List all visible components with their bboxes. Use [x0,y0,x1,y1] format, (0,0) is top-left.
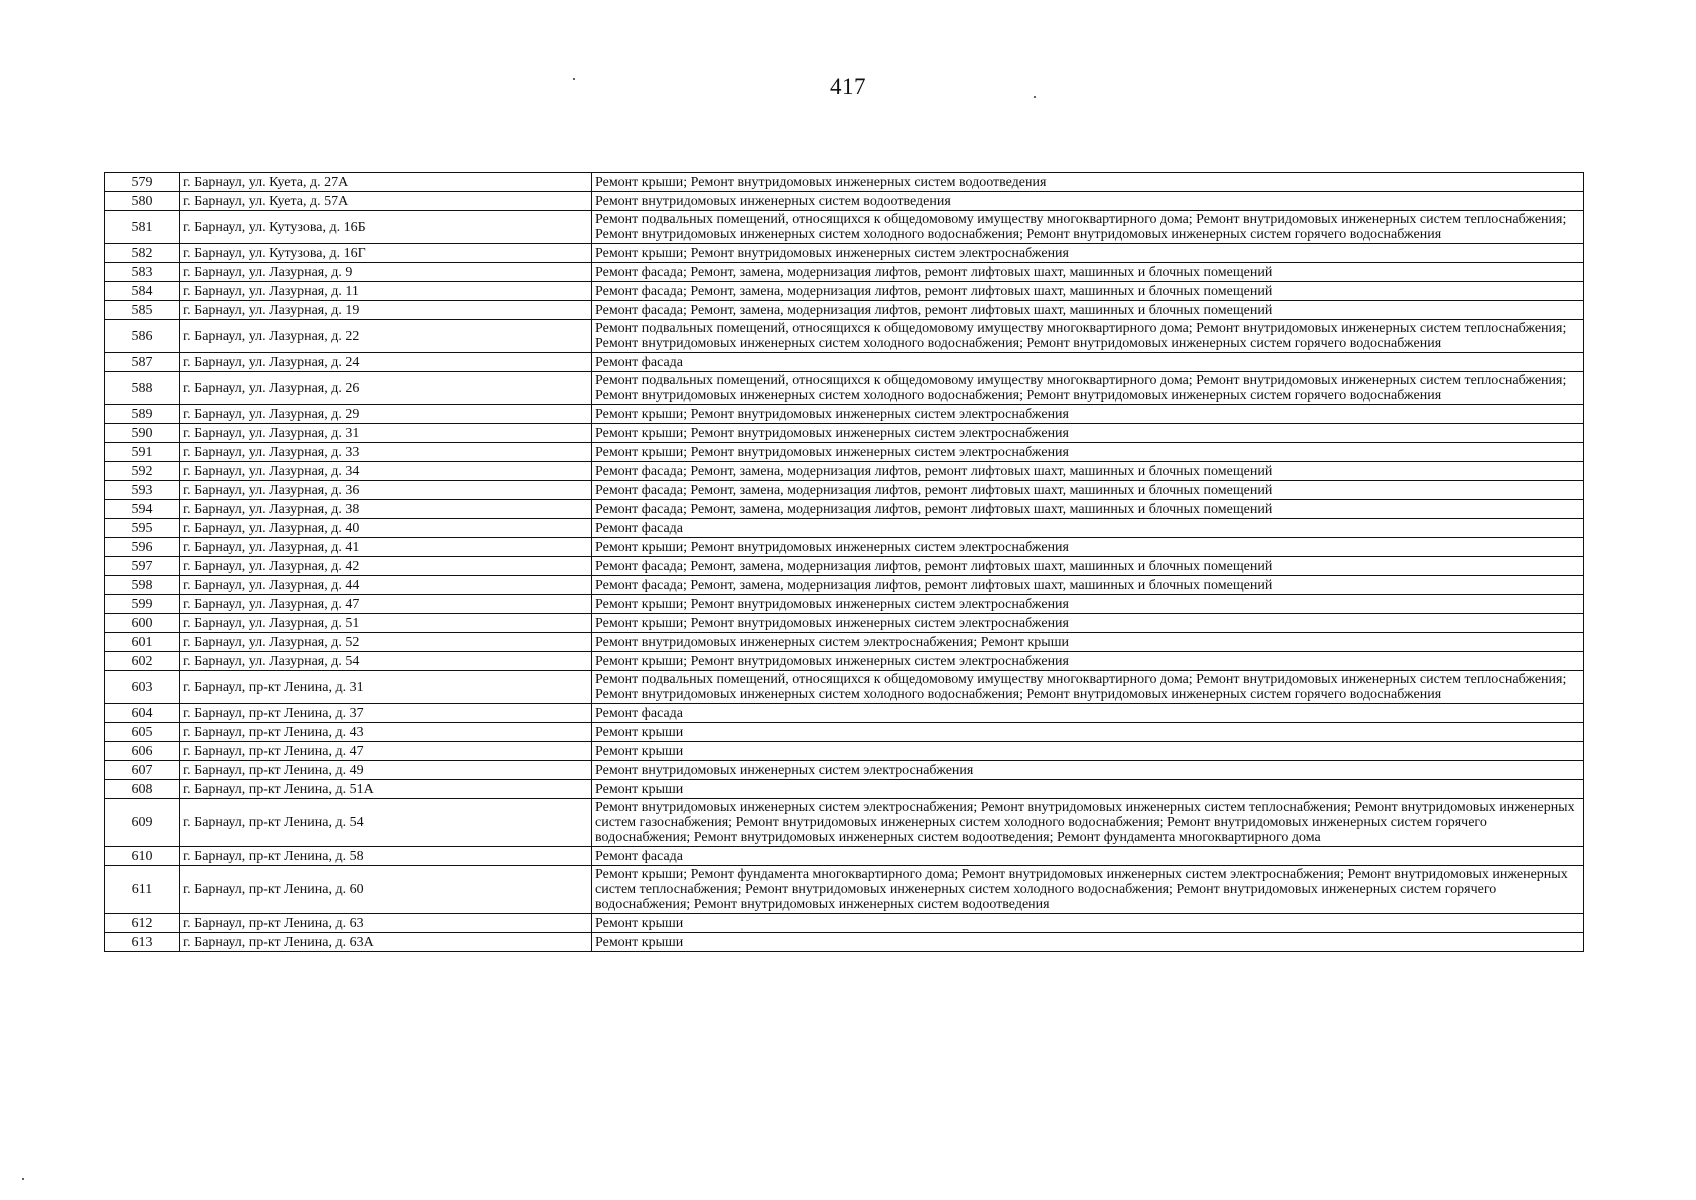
row-number-cell: 590 [105,424,180,443]
row-number-cell: 597 [105,557,180,576]
table-row [105,595,1584,614]
table-row [105,847,1584,866]
address-cell: г. Барнаул, пр-кт Ленина, д. 37 [180,704,592,723]
table-row [105,723,1584,742]
row-number-cell: 588 [105,372,180,405]
address-cell: г. Барнаул, ул. Лазурная, д. 54 [180,652,592,671]
address-cell: г. Барнаул, ул. Лазурная, д. 22 [180,320,592,353]
table-row [105,704,1584,723]
row-number-cell: 583 [105,263,180,282]
row-number-cell: 581 [105,211,180,244]
row-number-cell: 601 [105,633,180,652]
address-cell: г. Барнаул, пр-кт Ленина, д. 31 [180,671,592,704]
address-cell: г. Барнаул, пр-кт Ленина, д. 54 [180,799,592,847]
address-cell: г. Барнаул, пр-кт Ленина, д. 43 [180,723,592,742]
address-cell: г. Барнаул, ул. Лазурная, д. 24 [180,353,592,372]
works-cell: Ремонт внутридомовых инженерных систем электроснабжения; Ремонт крыши [592,633,1584,652]
table-row [105,211,1584,244]
row-number-cell: 586 [105,320,180,353]
table-row [105,244,1584,263]
table-row [105,405,1584,424]
address-cell: г. Барнаул, пр-кт Ленина, д. 49 [180,761,592,780]
row-number-cell: 607 [105,761,180,780]
table-row [105,353,1584,372]
works-cell: Ремонт крыши [592,914,1584,933]
row-number-cell: 587 [105,353,180,372]
scan-speck [22,1178,24,1180]
row-number-cell: 612 [105,914,180,933]
works-cell: Ремонт крыши; Ремонт внутридомовых инженерных систем электроснабжения [592,538,1584,557]
row-number-cell: 594 [105,500,180,519]
address-cell: г. Барнаул, ул. Лазурная, д. 41 [180,538,592,557]
works-cell: Ремонт крыши; Ремонт внутридомовых инженерных систем электроснабжения [592,443,1584,462]
works-cell: Ремонт фасада [592,519,1584,538]
row-number-cell: 580 [105,192,180,211]
table-row [105,519,1584,538]
table-row [105,799,1584,847]
row-number-cell: 605 [105,723,180,742]
address-cell: г. Барнаул, ул. Кутузова, д. 16Б [180,211,592,244]
table-row [105,424,1584,443]
works-cell: Ремонт крыши; Ремонт внутридомовых инженерных систем электроснабжения [592,244,1584,263]
row-number-cell: 595 [105,519,180,538]
row-number-cell: 582 [105,244,180,263]
works-cell: Ремонт крыши; Ремонт внутридомовых инженерных систем электроснабжения [592,652,1584,671]
row-number-cell: 579 [105,173,180,192]
table-row [105,557,1584,576]
address-cell: г. Барнаул, ул. Куета, д. 57А [180,192,592,211]
address-cell: г. Барнаул, пр-кт Ленина, д. 60 [180,866,592,914]
table-row [105,614,1584,633]
row-number-cell: 599 [105,595,180,614]
address-cell: г. Барнаул, ул. Кутузова, д. 16Г [180,244,592,263]
table-row [105,576,1584,595]
address-cell: г. Барнаул, ул. Лазурная, д. 47 [180,595,592,614]
page-number: 417 [830,74,866,99]
address-cell: г. Барнаул, ул. Лазурная, д. 40 [180,519,592,538]
row-number-cell: 602 [105,652,180,671]
address-cell: г. Барнаул, ул. Лазурная, д. 52 [180,633,592,652]
table-row [105,320,1584,353]
works-cell: Ремонт крыши [592,780,1584,799]
works-cell: Ремонт фасада; Ремонт, замена, модернизация лифтов, ремонт лифтовых шахт, машинных и блочных помещений [592,557,1584,576]
table-row [105,742,1584,761]
table-row [105,671,1584,704]
row-number-cell: 589 [105,405,180,424]
works-cell: Ремонт фасада [592,353,1584,372]
address-cell: г. Барнаул, ул. Лазурная, д. 19 [180,301,592,320]
address-cell: г. Барнаул, ул. Лазурная, д. 26 [180,372,592,405]
table-row [105,282,1584,301]
address-cell: г. Барнаул, пр-кт Ленина, д. 58 [180,847,592,866]
table-row [105,372,1584,405]
works-cell: Ремонт фасада; Ремонт, замена, модернизация лифтов, ремонт лифтовых шахт, машинных и блочных помещений [592,301,1584,320]
works-cell: Ремонт подвальных помещений, относящихся к общедомовому имуществу многоквартирного дома; Ремонт внутридомовых инженерных систем теплоснабжения; Ремонт внутридомовых инженерных систем холодного водоснабжения; Ремонт внутридомовых инженерных систем горячего водоснабжения [592,211,1584,244]
scan-speck [573,78,575,80]
row-number-cell: 610 [105,847,180,866]
works-cell: Ремонт крыши [592,723,1584,742]
table-row [105,192,1584,211]
row-number-cell: 606 [105,742,180,761]
address-cell: г. Барнаул, пр-кт Ленина, д. 63 [180,914,592,933]
table-row [105,173,1584,192]
row-number-cell: 613 [105,933,180,952]
repair-registry-table [104,172,1584,952]
works-cell: Ремонт крыши [592,933,1584,952]
table-row [105,481,1584,500]
works-cell: Ремонт фасада; Ремонт, замена, модернизация лифтов, ремонт лифтовых шахт, машинных и блочных помещений [592,576,1584,595]
row-number-cell: 593 [105,481,180,500]
table-row [105,866,1584,914]
works-cell: Ремонт фасада; Ремонт, замена, модернизация лифтов, ремонт лифтовых шахт, машинных и блочных помещений [592,282,1584,301]
address-cell: г. Барнаул, ул. Лазурная, д. 31 [180,424,592,443]
address-cell: г. Барнаул, ул. Лазурная, д. 11 [180,282,592,301]
table-row [105,443,1584,462]
address-cell: г. Барнаул, ул. Лазурная, д. 51 [180,614,592,633]
table-row [105,500,1584,519]
works-cell: Ремонт крыши [592,742,1584,761]
works-cell: Ремонт крыши; Ремонт внутридомовых инженерных систем электроснабжения [592,405,1584,424]
row-number-cell: 598 [105,576,180,595]
works-cell: Ремонт фасада; Ремонт, замена, модернизация лифтов, ремонт лифтовых шахт, машинных и блочных помещений [592,462,1584,481]
works-cell: Ремонт внутридомовых инженерных систем электроснабжения; Ремонт внутридомовых инженерных систем теплоснабжения; Ремонт внутридомовых инженерных систем газоснабжения; Ремонт внутридомовых инженерных систем холодного водоснабжения; Ремонт внутридомовых инженерных систем горячего водоснабжения; Ремонт внутридомовых инженерных систем водоотведения; Ремонт фундамента многоквартирного дома [592,799,1584,847]
table-row [105,652,1584,671]
address-cell: г. Барнаул, ул. Лазурная, д. 29 [180,405,592,424]
works-cell: Ремонт фасада [592,847,1584,866]
works-cell: Ремонт фасада; Ремонт, замена, модернизация лифтов, ремонт лифтовых шахт, машинных и блочных помещений [592,263,1584,282]
row-number-cell: 611 [105,866,180,914]
scan-speck [1034,96,1036,98]
address-cell: г. Барнаул, ул. Лазурная, д. 36 [180,481,592,500]
row-number-cell: 609 [105,799,180,847]
registry-table-body [105,173,1584,952]
table-row [105,462,1584,481]
address-cell: г. Барнаул, ул. Лазурная, д. 34 [180,462,592,481]
table-row [105,780,1584,799]
works-cell: Ремонт крыши; Ремонт фундамента многоквартирного дома; Ремонт внутридомовых инженерных систем электроснабжения; Ремонт внутридомовых инженерных систем теплоснабжения; Ремонт внутридомовых инженерных систем холодного водоснабжения; Ремонт внутридомовых инженерных систем горячего водоснабжения; Ремонт внутридомовых инженерных систем водоотведения [592,866,1584,914]
address-cell: г. Барнаул, пр-кт Ленина, д. 47 [180,742,592,761]
row-number-cell: 608 [105,780,180,799]
row-number-cell: 591 [105,443,180,462]
works-cell: Ремонт подвальных помещений, относящихся к общедомовому имуществу многоквартирного дома; Ремонт внутридомовых инженерных систем теплоснабжения; Ремонт внутридомовых инженерных систем холодного водоснабжения; Ремонт внутридомовых инженерных систем горячего водоснабжения [592,671,1584,704]
address-cell: г. Барнаул, ул. Лазурная, д. 9 [180,263,592,282]
row-number-cell: 596 [105,538,180,557]
address-cell: г. Барнаул, ул. Лазурная, д. 44 [180,576,592,595]
works-cell: Ремонт крыши; Ремонт внутридомовых инженерных систем электроснабжения [592,424,1584,443]
works-cell: Ремонт фасада; Ремонт, замена, модернизация лифтов, ремонт лифтовых шахт, машинных и блочных помещений [592,481,1584,500]
address-cell: г. Барнаул, ул. Лазурная, д. 42 [180,557,592,576]
works-cell: Ремонт крыши; Ремонт внутридомовых инженерных систем водоотведения [592,173,1584,192]
table-row [105,914,1584,933]
address-cell: г. Барнаул, пр-кт Ленина, д. 51А [180,780,592,799]
row-number-cell: 592 [105,462,180,481]
works-cell: Ремонт внутридомовых инженерных систем электроснабжения [592,761,1584,780]
table-row [105,761,1584,780]
table-row [105,263,1584,282]
address-cell: г. Барнаул, ул. Лазурная, д. 38 [180,500,592,519]
works-cell: Ремонт внутридомовых инженерных систем водоотведения [592,192,1584,211]
row-number-cell: 584 [105,282,180,301]
table-row [105,538,1584,557]
works-cell: Ремонт подвальных помещений, относящихся к общедомовому имуществу многоквартирного дома; Ремонт внутридомовых инженерных систем теплоснабжения; Ремонт внутридомовых инженерных систем холодного водоснабжения; Ремонт внутридомовых инженерных систем горячего водоснабжения [592,372,1584,405]
works-cell: Ремонт подвальных помещений, относящихся к общедомовому имуществу многоквартирного дома; Ремонт внутридомовых инженерных систем теплоснабжения; Ремонт внутридомовых инженерных систем холодного водоснабжения; Ремонт внутридомовых инженерных систем горячего водоснабжения [592,320,1584,353]
works-cell: Ремонт крыши; Ремонт внутридомовых инженерных систем электроснабжения [592,595,1584,614]
row-number-cell: 603 [105,671,180,704]
address-cell: г. Барнаул, ул. Лазурная, д. 33 [180,443,592,462]
address-cell: г. Барнаул, ул. Куета, д. 27А [180,173,592,192]
works-cell: Ремонт фасада; Ремонт, замена, модернизация лифтов, ремонт лифтовых шахт, машинных и блочных помещений [592,500,1584,519]
table-row [105,933,1584,952]
table-row [105,301,1584,320]
works-cell: Ремонт фасада [592,704,1584,723]
row-number-cell: 604 [105,704,180,723]
row-number-cell: 585 [105,301,180,320]
row-number-cell: 600 [105,614,180,633]
address-cell: г. Барнаул, пр-кт Ленина, д. 63А [180,933,592,952]
table-row [105,633,1584,652]
works-cell: Ремонт крыши; Ремонт внутридомовых инженерных систем электроснабжения [592,614,1584,633]
